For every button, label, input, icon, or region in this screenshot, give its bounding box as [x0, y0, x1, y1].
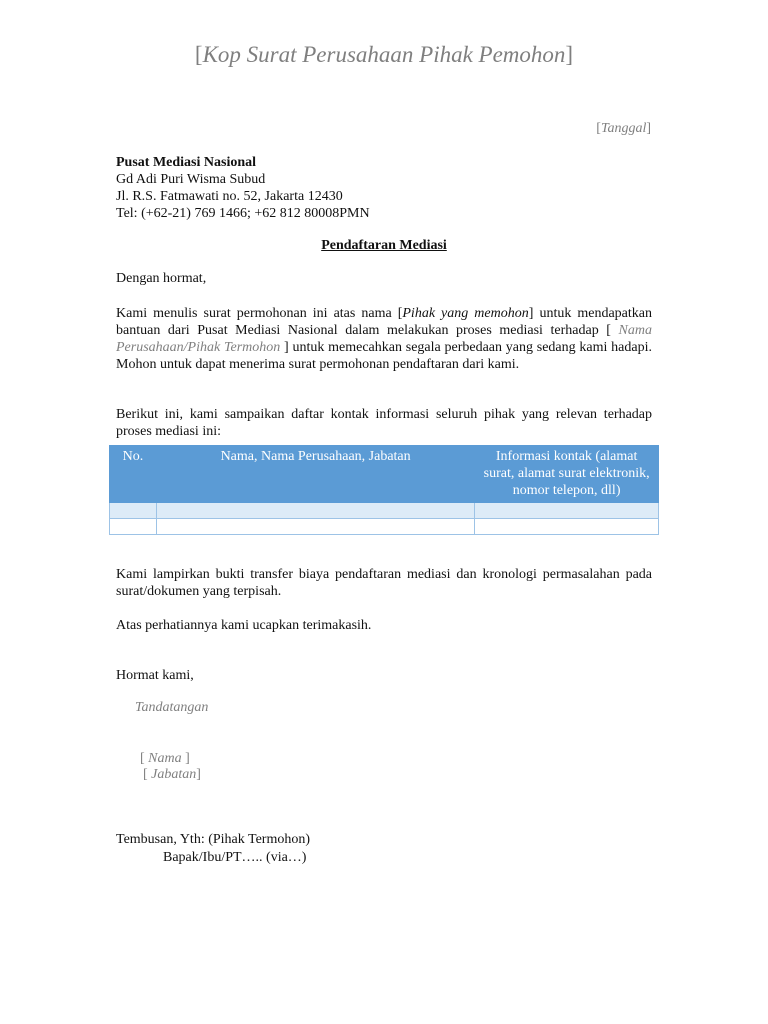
- recipient-address: [116, 154, 370, 222]
- table-row: [110, 503, 659, 519]
- table-cell[interactable]: [110, 503, 157, 519]
- applicant-placeholder: Pihak yang memohon: [402, 306, 529, 321]
- position-placeholder: [143, 767, 201, 783]
- bracket: [: [596, 121, 601, 136]
- name-text: Nama: [148, 751, 182, 766]
- signature-placeholder: Tandatangan: [135, 700, 209, 715]
- cc-recipient: Bapak/Ibu/PT….. (via…): [163, 850, 307, 865]
- text-run: ] untuk memecahkan segala perbedaan yang sedang kami hadapi. Mohon untuk dapat menerima surat permohonan pendaftaran dari kami.: [116, 340, 652, 372]
- date-text: Tanggal: [600, 121, 647, 136]
- date-placeholder: [596, 121, 651, 137]
- bracket: [: [143, 767, 152, 782]
- paragraph-thanks: Atas perhatiannya kami ucapkan terimakasih.: [116, 618, 372, 633]
- bracket: ]: [565, 42, 574, 67]
- greeting: Dengan hormat,: [116, 271, 207, 286]
- letterhead-placeholder: [0, 42, 768, 68]
- header-no: No.: [110, 446, 157, 503]
- table-cell[interactable]: [156, 519, 474, 535]
- table-cell[interactable]: [475, 519, 659, 535]
- position-text: Jabatan: [151, 767, 197, 782]
- name-placeholder: [140, 751, 190, 767]
- header-contact: Informasi kontak (alamat surat, alamat surat elektronik, nomor telepon, dll): [475, 446, 659, 503]
- bracket: [: [140, 751, 149, 766]
- address-line: Jl. R.S. Fatmawati no. 52, Jakarta 12430: [116, 189, 343, 204]
- text-run: ] untuk mendapatkan bantuan dari Pusat Mediasi Nasional dalam melakukan proses mediasi terhadap [: [116, 306, 652, 338]
- contact-table: [109, 445, 659, 535]
- paragraph-attachments: Kami lampirkan bukti transfer biaya pendaftaran mediasi dan kronologi permasalahan pada surat/dokumen yang terpisah.: [116, 567, 652, 599]
- recipient-org: Pusat Mediasi Nasional: [116, 155, 257, 170]
- closing: Hormat kami,: [116, 668, 194, 683]
- respondent-placeholder: Nama Perusahaan/Pihak Termohon: [116, 323, 652, 355]
- text-run: Kami menulis surat permohonan ini atas nama [: [116, 306, 403, 321]
- bracket: [: [194, 42, 203, 67]
- address-line: Gd Adi Puri Wisma Subud: [116, 172, 266, 187]
- letterhead-text: Kop Surat Perusahaan Pihak Pemohon: [202, 42, 566, 67]
- paragraph-request: [116, 305, 652, 373]
- table-cell[interactable]: [475, 503, 659, 519]
- phone-line: Tel: (+62-21) 769 1466; +62 812 80008PMN: [116, 206, 370, 221]
- cc-line: Tembusan, Yth: (Pihak Termohon): [116, 832, 311, 847]
- header-name: Nama, Nama Perusahaan, Jabatan: [156, 446, 474, 503]
- table-header-row: [110, 446, 659, 503]
- bracket: ]: [181, 751, 190, 766]
- table-cell[interactable]: [110, 519, 157, 535]
- paragraph-contacts-intro: Berikut ini, kami sampaikan daftar kontak informasi seluruh pihak yang relevan terhadap proses mediasi ini:: [116, 407, 652, 439]
- table-cell[interactable]: [156, 503, 474, 519]
- table-row: [110, 519, 659, 535]
- subject-heading: Pendaftaran Mediasi: [321, 238, 447, 253]
- bracket: ]: [646, 121, 651, 136]
- bracket: ]: [196, 767, 201, 782]
